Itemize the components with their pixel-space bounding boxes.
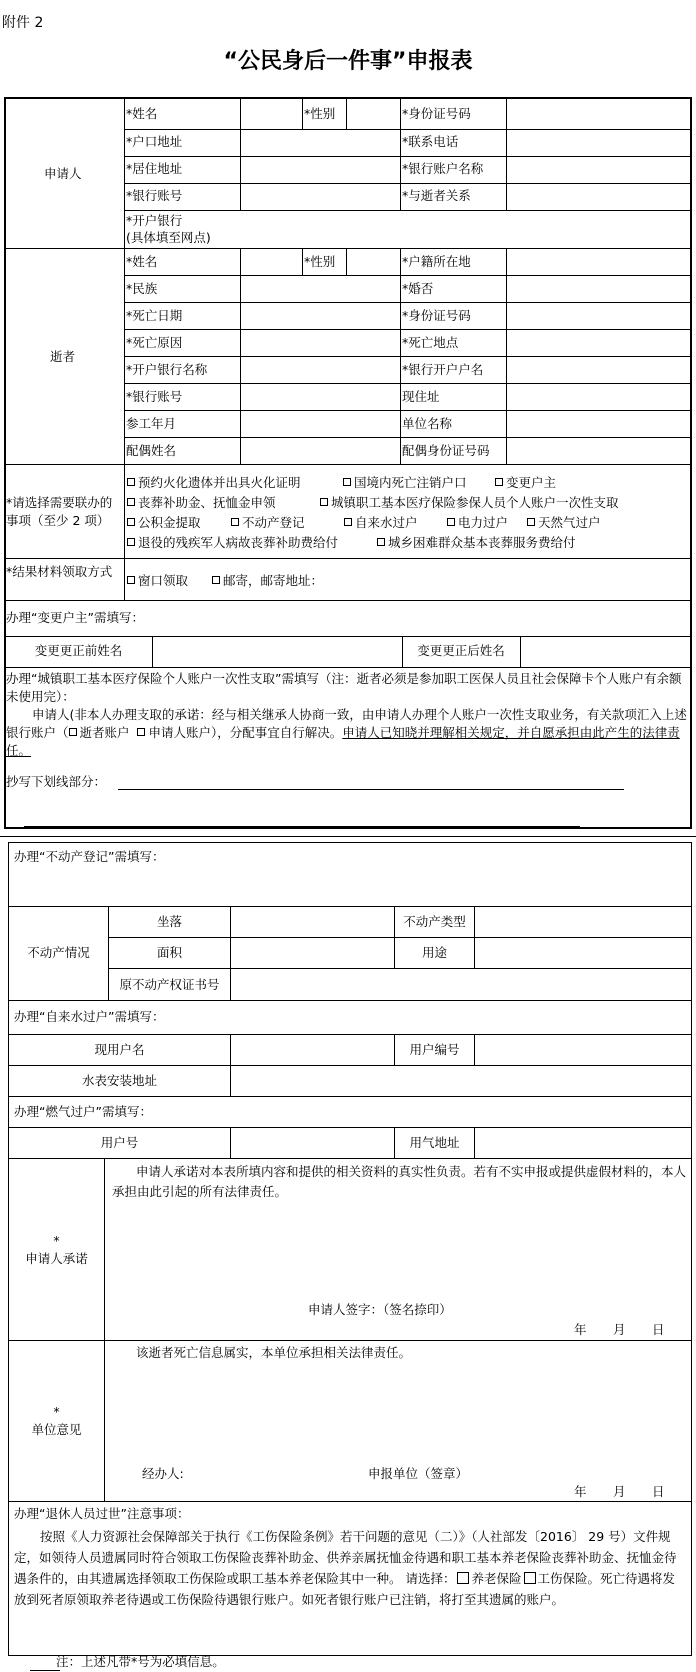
form-title: “公民身后一件事”申报表 (223, 49, 473, 74)
applicant-account-no-input[interactable] (241, 184, 399, 210)
applicant-name-input[interactable] (241, 98, 301, 129)
matter-veteran[interactable]: 退役的残疾军人病故丧葬补助费给付 (127, 535, 338, 551)
deceased-id-label: *身份证号码 (402, 308, 471, 323)
applicant-account-name-label: *银行账户名称 (402, 161, 484, 176)
unit-text: 该逝者死亡信息属实，本单位承担相关法律责任。 (136, 1345, 412, 1360)
gas-address-input[interactable] (475, 1128, 691, 1158)
property-area-label: 面积 (156, 945, 182, 960)
deceased-hukou-input[interactable] (507, 249, 691, 275)
unit-month: 月 (613, 1484, 626, 1499)
mail-address-input[interactable] (340, 566, 680, 594)
deceased-name-label: *姓名 (126, 254, 158, 269)
checkbox-icon[interactable] (137, 728, 145, 736)
pledge-day: 日 (652, 1322, 665, 1337)
matter-cancel-hukou[interactable]: 国境内死亡注销户口 (343, 475, 467, 491)
applicant-id-input[interactable] (507, 98, 691, 129)
water-user-no-input[interactable] (475, 1035, 691, 1065)
checkbox-icon[interactable] (69, 728, 77, 736)
applicant-name-label: *姓名 (126, 106, 158, 121)
deceased-death-cause-label: *死亡原因 (126, 335, 183, 350)
change-after-input[interactable] (521, 637, 691, 666)
applicant-gender-label: *性别 (304, 106, 336, 121)
deceased-marital-label: *婚否 (402, 281, 434, 296)
water-meter-label: 水表安装地址 (81, 1073, 157, 1088)
applicant-id-label: *身份证号码 (402, 106, 471, 121)
checkbox-icon[interactable] (447, 518, 455, 526)
property-use-input[interactable] (475, 938, 691, 968)
medical-heading: 办理“城镇职工基本医疗保险个人账户一次性支取”需填写（注：逝者必须是参加职工医保人员且社会保障卡个人账户有余额未使用完）： (6, 671, 682, 704)
deceased-bank-account-label: *银行账号 (126, 389, 183, 404)
checkbox-icon[interactable] (495, 478, 503, 486)
water-meter-input[interactable] (231, 1066, 691, 1096)
deceased-name-input[interactable] (241, 249, 301, 275)
checkbox-icon[interactable] (212, 576, 220, 584)
property-heading: 办理“不动产登记”需填写： (14, 849, 165, 864)
checkbox-icon[interactable] (320, 498, 328, 506)
deceased-bank-holder-input[interactable] (507, 357, 691, 383)
gas-heading: 办理“燃气过户”需填写： (14, 1104, 152, 1119)
checkbox-icon[interactable] (127, 498, 135, 506)
water-user-name-input[interactable] (231, 1035, 393, 1065)
change-before-input[interactable] (153, 637, 401, 666)
applicant-residence-input[interactable] (241, 157, 399, 183)
applicant-bank-label: *开户银行 (126, 213, 183, 228)
change-owner-heading: 办理“变更户主”需填写： (6, 610, 144, 625)
applicant-relation-label: *与逝者关系 (402, 188, 471, 203)
pledge-year: 年 (574, 1322, 587, 1337)
property-location-label: 坐落 (156, 914, 182, 929)
checkbox-icon[interactable] (377, 538, 385, 546)
deceased-death-date-label: *死亡日期 (126, 308, 183, 323)
matter-gas[interactable]: 天然气过户 (527, 515, 601, 531)
checkbox-icon[interactable] (343, 478, 351, 486)
water-user-name-label: 现用户名 (94, 1042, 145, 1057)
deceased-spouse-name-label: 配偶姓名 (126, 443, 177, 458)
retire-heading: 办理“退休人员过世”注意事项： (14, 1506, 190, 1521)
deceased-work-start-label: 参工年月 (126, 416, 177, 431)
pledge-text: 申请人承诺对本表所填内容和提供的相关资料的真实性负责。若有不实申报或提供虚假材料的，本人承担由此引起的所有法律责任。 (112, 1164, 687, 1199)
deceased-id-input[interactable] (507, 303, 691, 329)
applicant-bank-input[interactable] (241, 211, 691, 248)
property-location-input[interactable] (231, 907, 393, 937)
checkbox-icon[interactable] (127, 518, 135, 526)
checkbox-icon[interactable] (127, 478, 135, 486)
deceased-spouse-id-input[interactable] (507, 438, 691, 464)
water-user-no-label: 用户编号 (409, 1042, 460, 1057)
property-type-label: 不动产类型 (403, 914, 466, 929)
deceased-address-input[interactable] (507, 384, 691, 410)
pledge-star: * (53, 1233, 60, 1248)
pledge-label: 申请人承诺 (25, 1251, 88, 1266)
deceased-bank-holder-label: *银行开户户名 (402, 362, 484, 377)
matter-funeral-subsidy[interactable]: 丧葬补助金、抚恤金申领 (127, 495, 276, 511)
result-window-option[interactable]: 窗口领取 (127, 573, 188, 589)
property-section-label: 不动产情况 (27, 945, 90, 960)
applicant-section-label: 申请人 (44, 166, 82, 181)
unit-stamp-label: 申报单位（签章） (368, 1466, 469, 1481)
result-mail-option[interactable]: 邮寄，邮寄地址： (212, 573, 323, 589)
result-method-label: *结果材料领取方式 (6, 564, 113, 579)
deceased-spouse-id-label: 配偶身份证号码 (402, 443, 490, 458)
footer-note: 注：上述凡带*号为必填信息。 (56, 1654, 225, 1669)
annex-label: 附件 2 (2, 15, 44, 31)
matter-poor-funeral[interactable]: 城乡困难群众基本丧葬服务费给付 (377, 535, 576, 551)
matter-change-owner[interactable]: 变更户主 (495, 475, 556, 491)
applicant-phone-input[interactable] (507, 130, 691, 156)
deceased-bank-account-input[interactable] (241, 384, 399, 410)
checkbox-injury[interactable] (524, 1572, 536, 1584)
checkbox-icon[interactable] (127, 576, 135, 584)
matter-medical-account[interactable]: 城镇职工基本医疗保险参保人员个人账户一次性支取 (320, 495, 619, 511)
property-use-label: 用途 (421, 945, 447, 960)
deceased-marital-input[interactable] (507, 276, 691, 302)
unit-star: * (53, 1404, 60, 1419)
applicant-account-no-label: *银行账号 (126, 188, 183, 203)
unit-day: 日 (652, 1484, 665, 1499)
deceased-spouse-name-input[interactable] (241, 438, 399, 464)
deceased-employer-label: 单位名称 (402, 416, 453, 431)
deceased-hukou-label: *户籍所在地 (402, 254, 471, 269)
matter-housing-fund[interactable]: 公积金提取 (127, 515, 201, 531)
gas-user-no-label: 用户号 (100, 1135, 139, 1150)
deceased-section-label: 逝者 (50, 349, 76, 364)
deceased-gender-label: *性别 (304, 254, 336, 269)
handler-signature-field[interactable] (200, 1460, 350, 1482)
medical-pledge: 申请人(非本人办理支取的承诺：经与相关继承人协商一致，由申请人办理个人账户一次性支取业务，有关款项汇入上述银行账户（ 逝者账户 申请人账户），分配事宜自行解决。申请人已知晓并理解相关规定，并自愿承担由此产生的法律责任。 (6, 707, 687, 758)
retire-text: 按照《人力资源社会保障部关于执行《工伤保险条例》若干问题的意见（二）》（人社部发〔2016〕 29 号）文件规定，如领待人员遗属同时符合领取工伤保险丧葬补助金、供养亲属抚恤金待遇和职工基本养老保险丧葬补助金、抚恤金待遇条件的，由其遗属选择领取工伤保险或职工基本养老保险其中一种。 请选择： 养老保险 工伤保险。死亡待遇将发放到死者原领取养老待遇或工伤保险待遇银行账户。如死者银行账户已注销，将打至其遗属的账户。 (14, 1529, 677, 1607)
deceased-bank-name-label: *开户银行名称 (126, 362, 208, 377)
applicant-relation-input[interactable] (507, 184, 691, 210)
unit-year: 年 (574, 1484, 587, 1499)
applicant-hukou-label: *户口地址 (126, 134, 183, 149)
deceased-gender-input[interactable] (347, 249, 399, 275)
applicant-hukou-input[interactable] (241, 130, 399, 156)
matter-water[interactable]: 自来水过户 (344, 515, 418, 531)
applicant-account-name-input[interactable] (507, 157, 691, 183)
matter-cremation[interactable]: 预约火化遗体并出具火化证明 (127, 475, 301, 491)
matter-property[interactable]: 不动产登记 (231, 515, 305, 531)
pledge-sign-label: 申请人签字：（签名捺印） (308, 1302, 452, 1317)
pledge-month: 月 (613, 1322, 626, 1337)
property-cert-label: 原不动产权证书号 (119, 977, 220, 992)
applicant-gender-input[interactable] (347, 98, 399, 129)
checkbox-icon[interactable] (527, 518, 535, 526)
deceased-work-start-input[interactable] (241, 411, 399, 437)
copy-underline[interactable] (118, 789, 624, 790)
deceased-ethnicity-input[interactable] (241, 276, 399, 302)
deceased-bank-name-input[interactable] (241, 357, 399, 383)
applicant-signature-field[interactable] (480, 1296, 680, 1318)
applicant-bank-note: (具体填至网点) (126, 230, 211, 245)
deceased-ethnicity-label: *民族 (126, 281, 158, 296)
checkbox-icon[interactable] (344, 518, 352, 526)
change-after-label: 变更更正后姓名 (417, 643, 505, 658)
checkbox-pension[interactable] (457, 1572, 469, 1584)
deceased-death-date-input[interactable] (241, 303, 399, 329)
water-heading: 办理“自来水过户”需填写： (14, 1009, 165, 1024)
copy-label: 抄写下划线部分： (6, 774, 107, 789)
gas-user-no-input[interactable] (231, 1128, 393, 1158)
change-before-label: 变更更正前姓名 (34, 643, 123, 658)
matters-label: *请选择需要联办的事项（至少 2 项） (6, 495, 113, 528)
property-area-input[interactable] (231, 938, 393, 968)
property-cert-input[interactable] (231, 969, 691, 1000)
checkbox-icon[interactable] (231, 518, 239, 526)
unit-label: 单位意见 (31, 1422, 82, 1437)
unit-handler-label: 经办人: (142, 1466, 184, 1481)
deceased-death-place-input[interactable] (507, 330, 691, 356)
gas-address-label: 用气地址 (409, 1135, 460, 1150)
matter-electric[interactable]: 电力过户 (447, 515, 508, 531)
applicant-residence-label: *居住地址 (126, 161, 183, 176)
applicant-phone-label: *联系电话 (402, 134, 459, 149)
checkbox-icon[interactable] (127, 538, 135, 546)
deceased-death-place-label: *死亡地点 (402, 335, 459, 350)
property-type-input[interactable] (475, 907, 691, 937)
deceased-death-cause-input[interactable] (241, 330, 399, 356)
deceased-address-label: 现住址 (402, 389, 440, 404)
deceased-employer-input[interactable] (507, 411, 691, 437)
